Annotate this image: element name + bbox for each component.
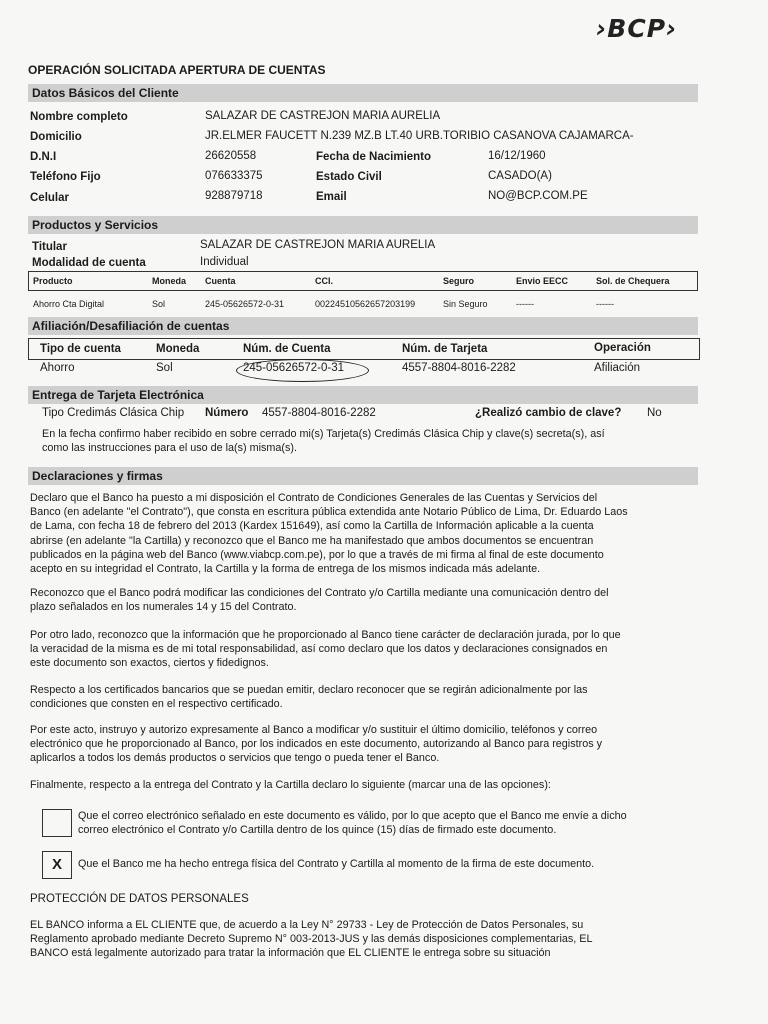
text-line: este documento son exactos, ciertos y fidedignos. [30, 657, 269, 670]
col-header: Seguro [443, 276, 475, 286]
dni-label: D.N.I [30, 151, 57, 163]
col-header: Tipo de cuenta [40, 343, 121, 355]
phone-label: Teléfono Fijo [30, 171, 101, 183]
text-line: electrónico que he proporcionado al Banco, por los indicados en este documento, autorizando al Banco para registros y [30, 738, 602, 751]
declaration-paragraph-2 [30, 586, 700, 614]
table-cell: Afiliación [594, 362, 641, 374]
name-label: Nombre completo [30, 111, 128, 123]
declaration-paragraph-1 [30, 491, 700, 576]
text-line: Respecto a los certificados bancarios que se puedan emitir, declaro reconocer que se regirán adicionalmente por las [30, 684, 588, 696]
address-label: Domicilio [30, 131, 82, 143]
birth-label: Fecha de Nacimiento [316, 151, 432, 163]
option-physical-checkbox[interactable]: X [42, 851, 72, 879]
table-cell: Ahorro Cta Digital [33, 299, 105, 309]
civil-label: Estado Civil [316, 171, 382, 183]
text-line: publicados en la página web del Banco (www.viabcp.com.pe), por lo que a través de mi firma al final de este documento [30, 548, 604, 561]
table-cell: ------ [596, 299, 614, 309]
text-line: EL BANCO informa a EL CLIENTE que, de acuerdo a la Ley N° 29733 - Ley de Protección de Datos Personales, su [30, 919, 584, 931]
pin-answer: No [647, 407, 662, 419]
table-cell: Sol [156, 362, 173, 374]
col-header: Núm. de Cuenta [243, 343, 331, 355]
table-cell: ------ [516, 299, 534, 309]
client-civil: CASADO(A) [488, 170, 552, 182]
card-number: 4557-8804-8016-2282 [262, 407, 376, 419]
privacy-text [30, 918, 700, 961]
declaration-paragraph-4 [30, 683, 700, 711]
client-address: JR.ELMER FAUCETT N.239 MZ.B LT.40 URB.TORIBIO CASANOVA CAJAMARCA- [205, 130, 634, 142]
col-header: Núm. de Tarjeta [402, 343, 488, 355]
text-line: aplicarlos a todos los demás productos o servicios que tengo o pueda tener el Banco. [30, 752, 440, 765]
privacy-title: PROTECCIÓN DE DATOS PERSONALES [30, 893, 249, 905]
col-header: Envio EECC [516, 276, 569, 286]
email-label: Email [316, 191, 347, 203]
text-line: Reconozco que el Banco podrá modificar las condiciones del Contrato y/o Cartilla mediante una comunicación dentro del [30, 587, 609, 599]
holder-name: SALAZAR DE CASTREJON MARIA AURELIA [200, 239, 436, 251]
modality-value: Individual [200, 256, 249, 268]
holder-label: Titular [32, 241, 67, 253]
text-line: abrirse (en adelante "la Cartilla) y reconozco que el Banco me ha manifestado que ambos documentos se encuentran [30, 534, 594, 547]
text-line: Declaro que el Banco ha puesto a mi disposición el Contrato de Condiciones Generales de las Cuentas y Servicios del [30, 492, 598, 504]
text-line: la veracidad de la misma es de mi total responsabilidad, así como declaro que los datos y declaraciones consignados en [30, 643, 608, 656]
client-birth: 16/12/1960 [488, 150, 546, 162]
text-line: Reglamento aprobado mediante Decreto Supremo N° 003-2013-JUS y las demás disposiciones complementarias, EL [30, 933, 593, 946]
text-line: Finalmente, respecto a la entrega del Contrato y la Cartilla declaro lo siguiente (marcar una de las opciones): [30, 779, 551, 791]
col-header: Moneda [156, 343, 200, 355]
declaration-paragraph-3 [30, 628, 700, 671]
table-cell: Sin Seguro [443, 299, 488, 309]
handdrawn-circle [236, 359, 369, 382]
text-line: condiciones que consten en el respectivo certificado. [30, 698, 283, 711]
text-line: En la fecha confirmo haber recibido en sobre cerrado mi(s) Tarjeta(s) Credimás Clásica Chip y clave(s) secreta(s), así [42, 428, 605, 440]
col-header: Sol. de Chequera [596, 276, 670, 286]
section-products-header: Productos y Servicios [28, 216, 698, 234]
card-type: Tipo Credimás Clásica Chip [42, 407, 185, 419]
declaration-paragraph-6 [30, 778, 700, 792]
pin-question: ¿Realizó cambio de clave? [475, 407, 622, 419]
table-cell: 4557-8804-8016-2282 [402, 362, 516, 374]
client-dni: 26620558 [205, 150, 257, 162]
client-email: NO@BCP.COM.PE [488, 190, 588, 202]
mobile-label: Celular [30, 192, 69, 204]
option-physical-text [78, 857, 698, 871]
section-affiliation-header: Afiliación/Desafiliación de cuentas [28, 317, 698, 335]
text-line: como las instrucciones para el uso de la(s) misma(s). [42, 442, 298, 455]
option-email-text [78, 809, 698, 837]
page-title: OPERACIÓN SOLICITADA APERTURA DE CUENTAS [28, 63, 326, 77]
text-line: Por otro lado, reconozco que la información que he proporcionado al Banco tiene carácter de declaración jurada, por lo que [30, 629, 621, 641]
text-line: Por este acto, instruyo y autorizo expresamente al Banco a modificar y/o sustituir el último domicilio, teléfonos y correo [30, 724, 598, 736]
text-line: acepto en su integridad el Contrato, la Cartilla y la forma de entrega de los mismos indicada más adelante. [30, 563, 541, 576]
table-cell: 245-05626572-0-31 [243, 362, 345, 374]
section-card-header: Entrega de Tarjeta Electrónica [28, 386, 698, 404]
text-line: de Lama, con fecha 18 de febrero del 2013 (Kardex 151649), así como la Cartilla de Información aplicable a la cuenta [30, 520, 594, 533]
section-client-header: Datos Básicos del Cliente [28, 84, 698, 102]
section-declarations-header: Declaraciones y firmas [28, 467, 698, 485]
col-header: Operación [594, 342, 651, 354]
table-cell: Sol [152, 299, 166, 309]
text-line: correo electrónico el Contrato y/o Cartilla dentro de los quince (15) días de firmado este documento. [78, 824, 557, 837]
bcp-logo: ›BCP› [596, 14, 678, 43]
col-header: Cuenta [205, 276, 236, 286]
text-line: plazo señalados en los numerales 14 y 15 del Contrato. [30, 601, 297, 614]
text-line: Que el correo electrónico señalado en este documento es válido, por lo que acepto que el Banco me envíe a dicho [78, 810, 627, 822]
text-line: Banco (en adelante "el Contrato"), que consta en escritura pública extendida ante Notario Público de Lima, Dr. Eduardo Laos [30, 506, 628, 519]
table-cell: 00224510562657203199 [315, 299, 416, 309]
client-mobile: 928879718 [205, 190, 263, 202]
table-cell: Ahorro [40, 362, 75, 374]
client-phone: 076633375 [205, 170, 263, 182]
client-name: SALAZAR DE CASTREJON MARIA AURELIA [205, 110, 441, 122]
card-number-label: Número [205, 407, 249, 419]
text-line: Que el Banco me ha hecho entrega física del Contrato y Cartilla al momento de la firma de este documento. [78, 858, 595, 870]
col-header: Producto [33, 276, 73, 286]
modality-label: Modalidad de cuenta [32, 257, 146, 269]
card-note [42, 427, 712, 455]
text-line: BANCO está legalmente autorizado para tratar la información que EL CLIENTE le entrega sobre su situación [30, 947, 551, 960]
col-header: Moneda [152, 276, 187, 286]
col-header: CCI. [315, 276, 333, 286]
option-email-checkbox[interactable] [42, 809, 72, 837]
table-cell: 245-05626572-0-31 [205, 299, 285, 309]
declaration-paragraph-5 [30, 723, 700, 766]
